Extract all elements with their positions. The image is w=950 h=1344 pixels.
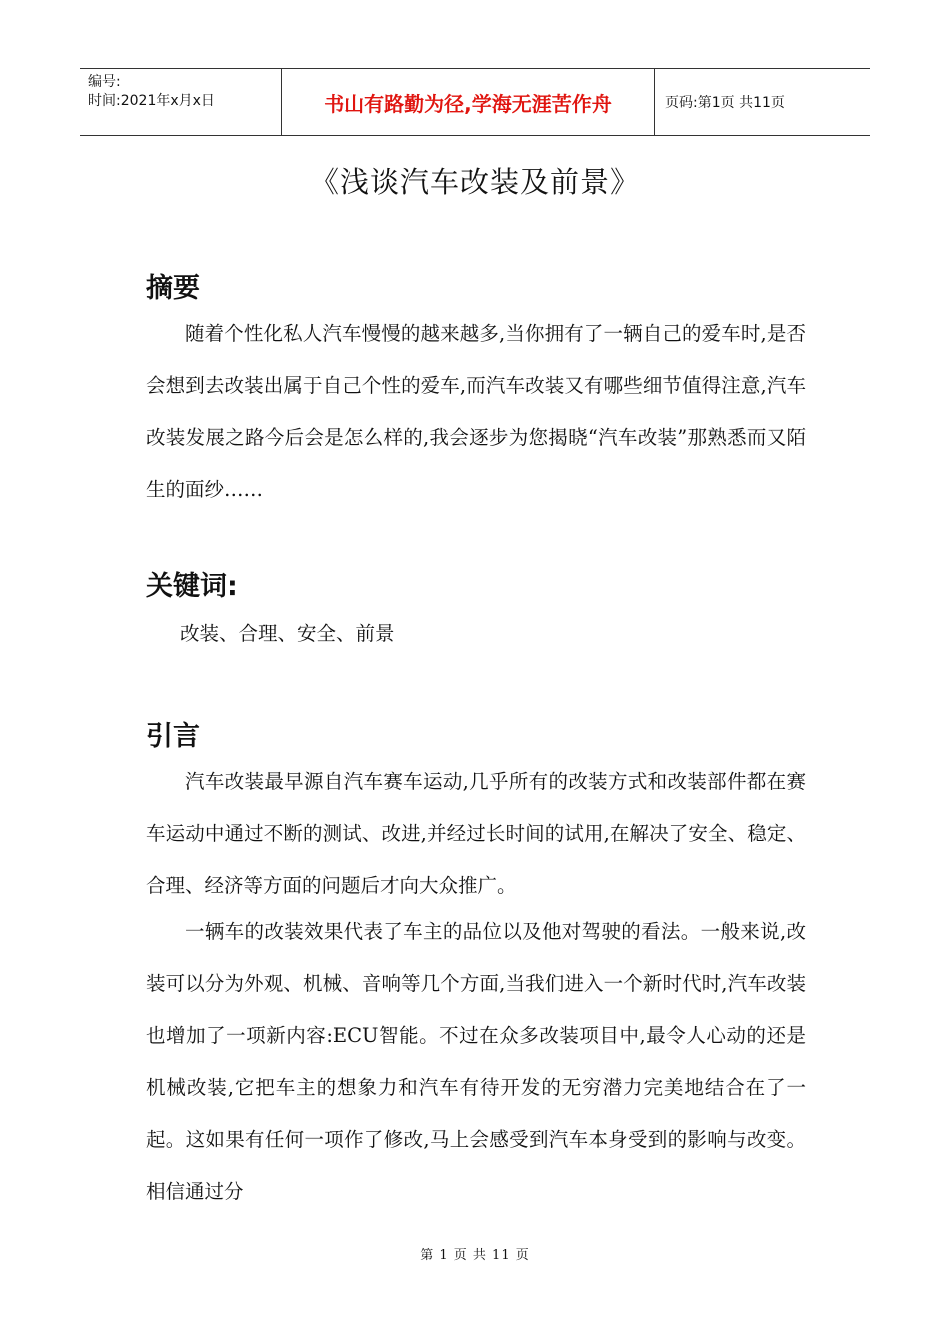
keywords-text: 改装、合理、安全、前景 <box>180 622 395 645</box>
header-page-info: 页码:第1页 共11页 <box>665 95 785 111</box>
abstract-heading: 摘要 <box>146 273 200 304</box>
intro-paragraph-1: 汽车改装最早源自汽车赛车运动,几乎所有的改装方式和改装部件都在赛车运动中通过不断的测试、改进,并经过长时间的试用,在解决了安全、稳定、合理、经济等方面的问题后才向大众推广。 <box>146 770 806 897</box>
page-header <box>80 68 870 136</box>
number-label: 编号: <box>88 74 121 90</box>
intro-paragraph-2: 一辆车的改装效果代表了车主的品位以及他对驾驶的看法。一般来说,改装可以分为外观、机械、音响等几个方面,当我们进入一个新时代时,汽车改装也增加了一项新内容:ECU智能。不过在众多改装项目中,最令人心动的还是机械改装,它把车主的想象力和汽车有待开发的无穷潜力完美地结合在了一起。这如果有任何一项作了修改,马上会感受到汽车本身受到的影响与改变。相信通过分 <box>146 920 806 1203</box>
intro-heading: 引言 <box>146 721 200 752</box>
time-label: 时间:2021年x月x日 <box>88 93 215 109</box>
abstract-text: 随着个性化私人汽车慢慢的越来越多,当你拥有了一辆自己的爱车时,是否会想到去改装出属于自己个性的爱车,而汽车改装又有哪些细节值得注意,汽车改装发展之路今后会是怎么样的,我会逐步为您揭晓“汽车改装”那熟悉而又陌生的面纱…… <box>146 322 806 501</box>
keywords-heading: 关键词: <box>146 571 238 602</box>
header-meta <box>80 69 282 135</box>
page-footer: 第 1 页 共 11 页 <box>420 1248 530 1263</box>
header-motto: 书山有路勤为径,学海无涯苦作舟 <box>282 69 655 135</box>
document-title: 《浅谈汽车改装及前景》 <box>309 165 640 199</box>
